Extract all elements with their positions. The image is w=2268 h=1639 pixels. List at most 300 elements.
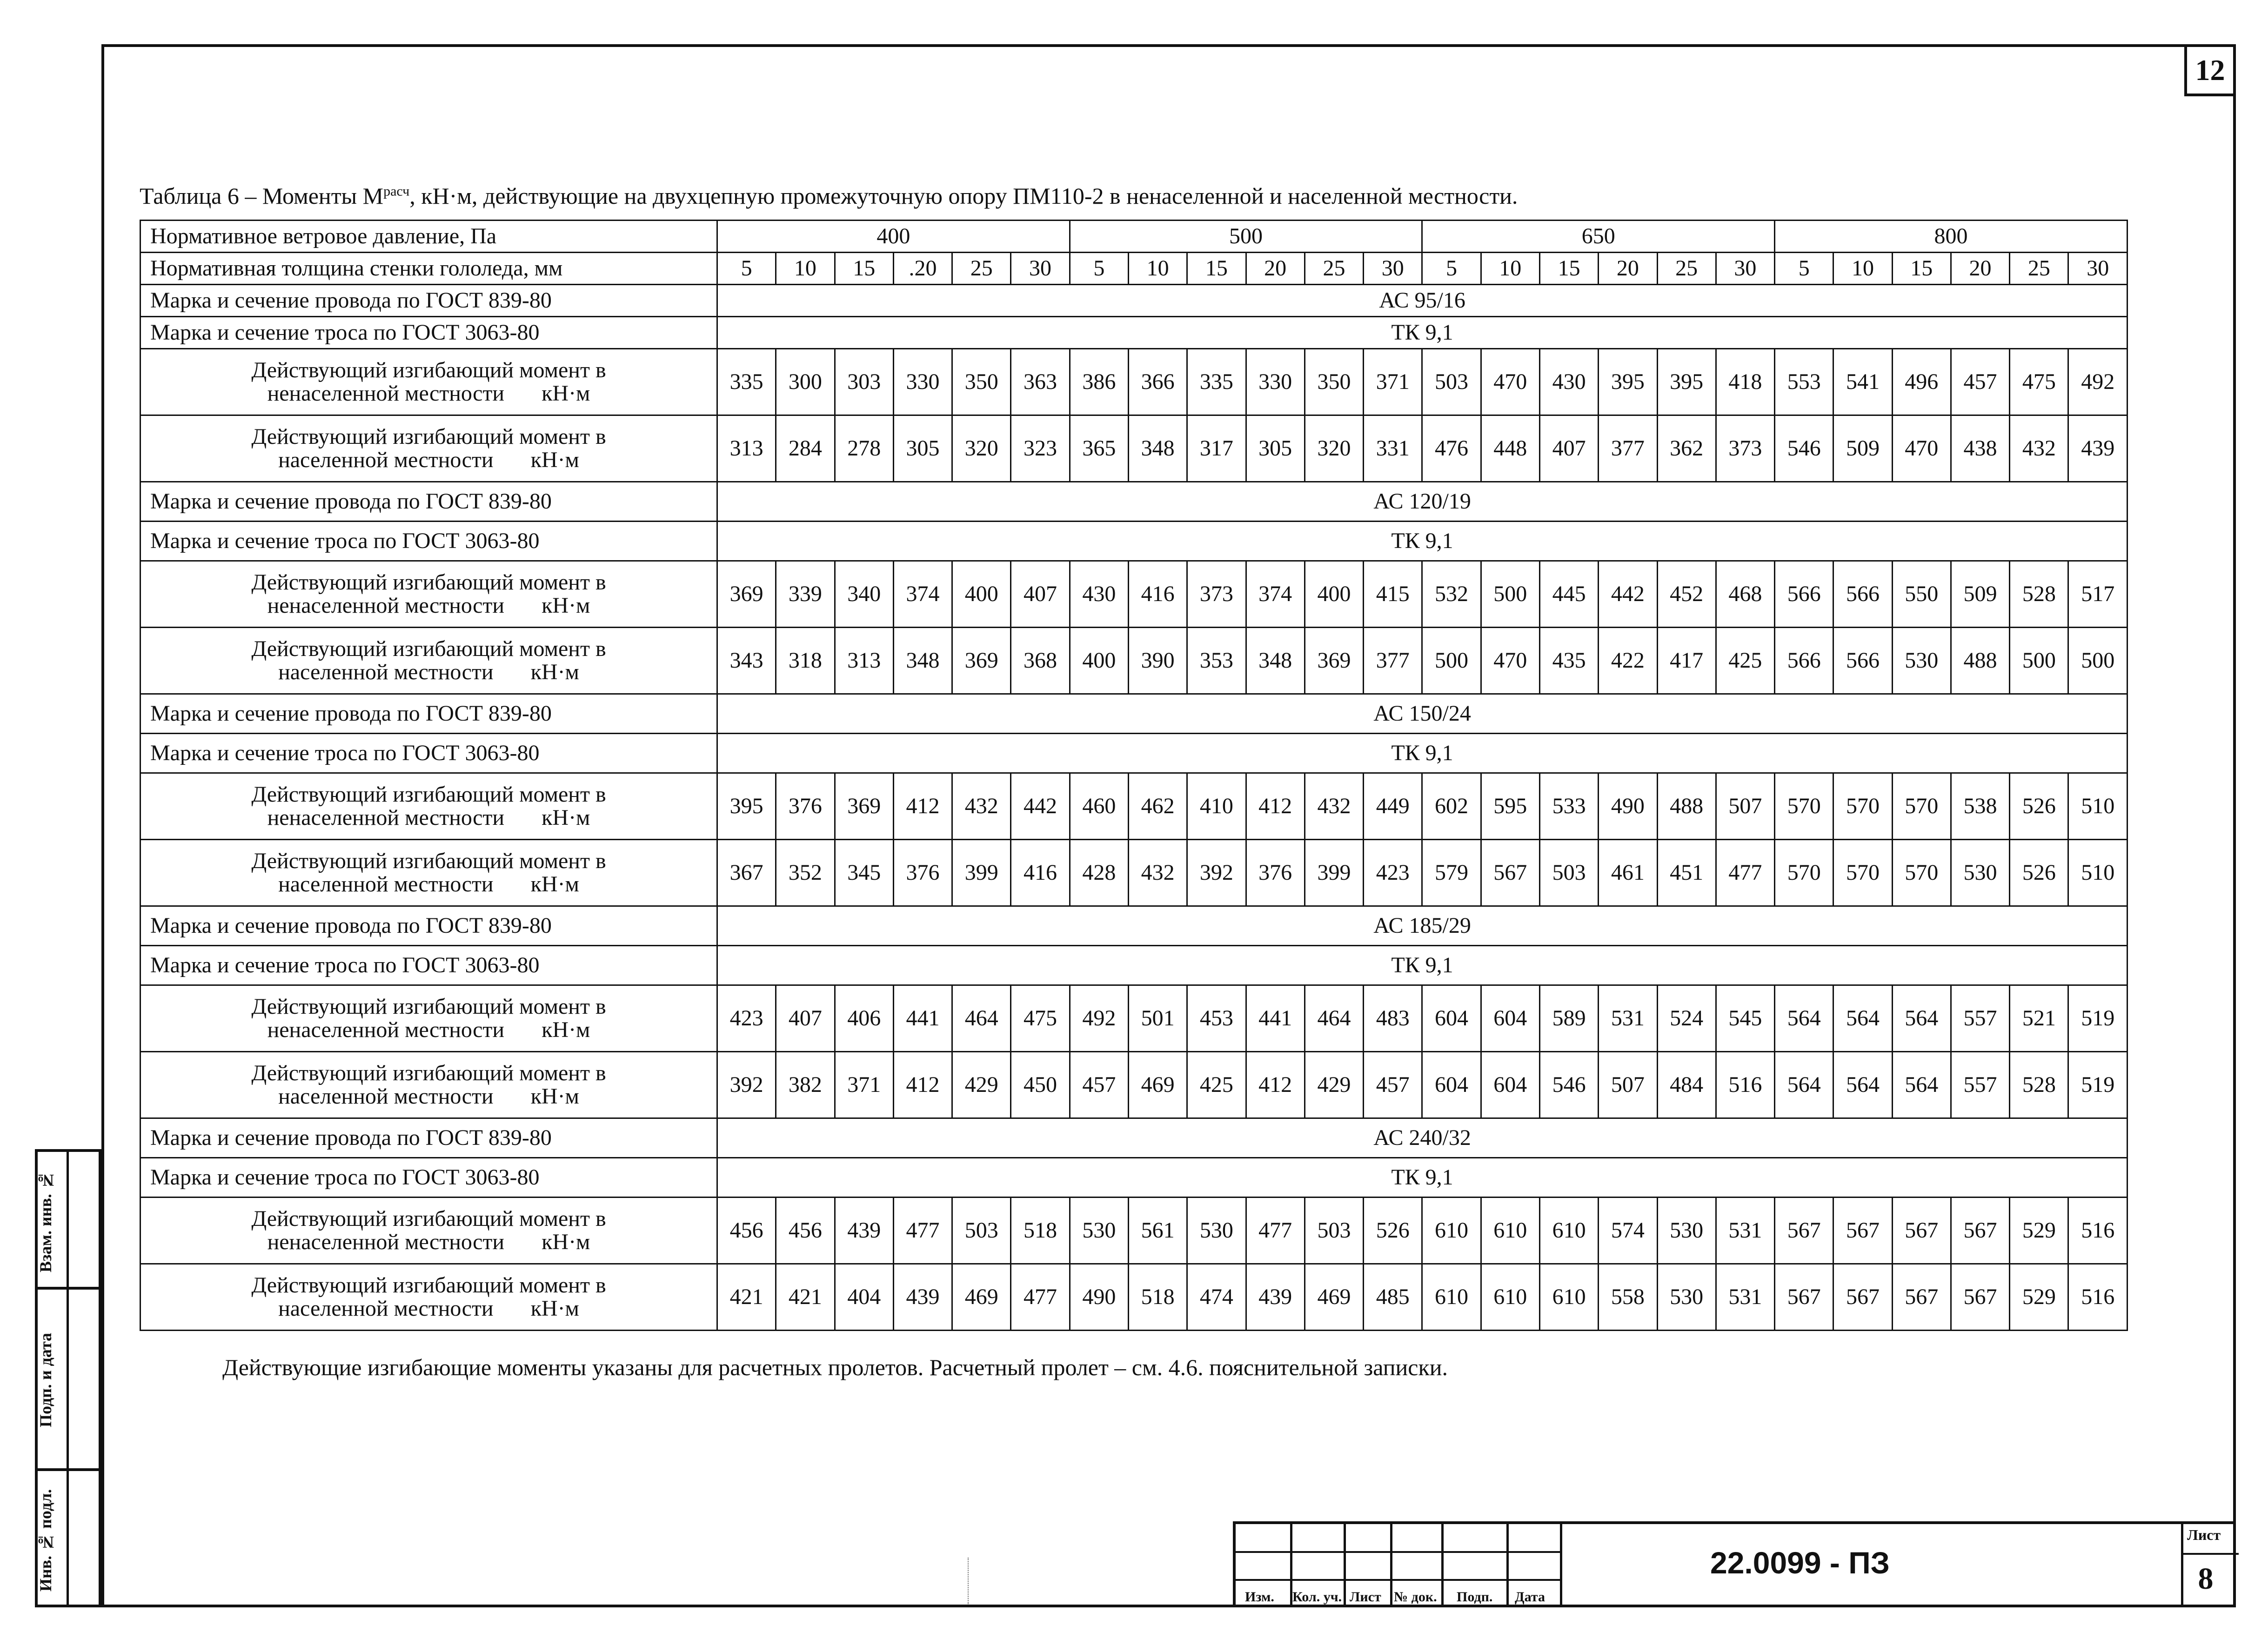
moment-value: 407 [776, 985, 835, 1052]
moment-value: 546 [1775, 415, 1833, 482]
moment-value: 516 [1716, 1052, 1774, 1118]
moment-value: 564 [1892, 985, 1951, 1052]
cable-label: Марка и сечение троса по ГОСТ 3063-80 [140, 522, 717, 561]
moment-value: 503 [1305, 1197, 1363, 1264]
moment-value: 422 [1599, 628, 1657, 694]
moment-value: 483 [1364, 985, 1422, 1052]
caption-superscript: расч [383, 183, 410, 199]
moment-value: 343 [717, 628, 776, 694]
moment-value: 369 [835, 773, 893, 840]
moment-value: 566 [1833, 561, 1892, 628]
ice-thickness-value: 15 [1892, 253, 1951, 285]
moment-label-line1: Действующий изгибающий момент в [251, 782, 606, 807]
moment-value: 490 [1070, 1264, 1128, 1331]
moment-value: 432 [2010, 415, 2068, 482]
ice-thickness-value: 30 [1364, 253, 1422, 285]
moment-value: 541 [1833, 349, 1892, 415]
ice-thickness-value: 20 [1246, 253, 1305, 285]
moment-value: 610 [1422, 1197, 1481, 1264]
moment-value: 390 [1128, 628, 1187, 694]
moment-value: 439 [835, 1197, 893, 1264]
moment-value: 610 [1539, 1264, 1598, 1331]
moment-value: 457 [1070, 1052, 1128, 1118]
moment-value: 423 [1364, 840, 1422, 906]
moment-value: 373 [1187, 561, 1246, 628]
page-number: 12 [2184, 44, 2236, 96]
moment-value: 604 [1422, 1052, 1481, 1118]
moment-value: 330 [893, 349, 952, 415]
moment-value: 519 [2068, 1052, 2128, 1118]
moment-value: 530 [1657, 1264, 1716, 1331]
moment-value: 570 [1892, 840, 1951, 906]
ice-thickness-value: 25 [952, 253, 1011, 285]
sheet-number: 8 [2198, 1562, 2214, 1596]
moment-value: 425 [1187, 1052, 1246, 1118]
moment-label-line1: Действующий изгибающий момент в [251, 636, 606, 661]
moment-value: 432 [1128, 840, 1187, 906]
moment-value: 439 [893, 1264, 952, 1331]
moment-value: 412 [1246, 1052, 1305, 1118]
moment-value: 392 [1187, 840, 1246, 906]
moment-label-line1: Действующий изгибающий момент в [251, 1060, 606, 1085]
moment-value: 406 [835, 985, 893, 1052]
cable-grade: ТК 9,1 [717, 317, 2128, 349]
moment-value: 317 [1187, 415, 1246, 482]
title-block [1233, 1521, 2236, 1607]
moment-value: 507 [1716, 773, 1774, 840]
moment-label-line1: Действующий изгибающий момент в [251, 994, 606, 1019]
side-stamp-line [38, 1287, 99, 1290]
moment-value: 416 [1011, 840, 1070, 906]
moment-value: 382 [776, 1052, 835, 1118]
moment-value: 461 [1599, 840, 1657, 906]
moment-populated-label [140, 628, 717, 694]
moment-value: 610 [1539, 1197, 1598, 1264]
moment-value: 570 [1833, 773, 1892, 840]
moment-value: 404 [835, 1264, 893, 1331]
moment-value: 604 [1422, 985, 1481, 1052]
moment-value: 524 [1657, 985, 1716, 1052]
moment-populated-label [140, 1052, 717, 1118]
wind-pressure-label: Нормативное ветровое давление, Па [140, 221, 717, 253]
ice-thickness-value: 20 [1951, 253, 2009, 285]
moment-unit: кН·м [542, 381, 590, 406]
cable-grade: ТК 9,1 [717, 1158, 2128, 1197]
moment-value: 567 [1951, 1264, 2009, 1331]
moment-value: 492 [1070, 985, 1128, 1052]
moment-value: 564 [1775, 985, 1833, 1052]
wire-grade: АС 95/16 [717, 285, 2128, 317]
moment-value: 369 [1305, 628, 1363, 694]
document-code: 22.0099 - ПЗ [1710, 1545, 1890, 1580]
moment-value: 438 [1951, 415, 2009, 482]
ice-thickness-value: 25 [1657, 253, 1716, 285]
moment-value: 484 [1657, 1052, 1716, 1118]
cable-grade: ТК 9,1 [717, 946, 2128, 985]
cable-label: Марка и сечение троса по ГОСТ 3063-80 [140, 317, 717, 349]
moment-value: 528 [2010, 1052, 2068, 1118]
moment-value: 377 [1364, 628, 1422, 694]
moment-value: 395 [1657, 349, 1716, 415]
moment-value: 412 [893, 1052, 952, 1118]
moment-value: 485 [1364, 1264, 1422, 1331]
ice-thickness-value: 30 [2068, 253, 2128, 285]
moment-value: 412 [893, 773, 952, 840]
moment-value: 335 [1187, 349, 1246, 415]
ice-thickness-value: 25 [1305, 253, 1363, 285]
moment-value: 533 [1539, 773, 1598, 840]
moment-value: 469 [952, 1264, 1011, 1331]
moment-value: 553 [1775, 349, 1833, 415]
moment-value: 451 [1657, 840, 1716, 906]
moment-value: 374 [1246, 561, 1305, 628]
moment-value: 400 [1070, 628, 1128, 694]
moment-value: 476 [1422, 415, 1481, 482]
moment-value: 376 [1246, 840, 1305, 906]
moment-value: 477 [893, 1197, 952, 1264]
moment-value: 570 [1833, 840, 1892, 906]
moment-value: 500 [2010, 628, 2068, 694]
moment-value: 610 [1481, 1264, 1539, 1331]
moment-unpopulated-label [140, 985, 717, 1052]
moment-value: 517 [2068, 561, 2128, 628]
ice-thickness-value: 5 [1070, 253, 1128, 285]
moment-label-line2: населенной местности [278, 1296, 494, 1321]
moment-value: 602 [1422, 773, 1481, 840]
moment-populated-label [140, 1264, 717, 1331]
wind-pressure-value: 500 [1070, 221, 1422, 253]
moment-value: 589 [1539, 985, 1598, 1052]
moment-value: 330 [1246, 349, 1305, 415]
moment-value: 318 [776, 628, 835, 694]
moment-value: 566 [1833, 628, 1892, 694]
moment-value: 545 [1716, 985, 1774, 1052]
moment-value: 500 [2068, 628, 2128, 694]
moment-value: 530 [1070, 1197, 1128, 1264]
moment-label-line2: ненаселенной местности [267, 593, 505, 618]
moment-value: 416 [1128, 561, 1187, 628]
ice-thickness-value: 20 [1599, 253, 1657, 285]
moment-value: 492 [2068, 349, 2128, 415]
moment-label-line1: Действующий изгибающий момент в [251, 569, 606, 595]
moment-unit: кН·м [530, 1084, 579, 1109]
moment-value: 566 [1775, 561, 1833, 628]
moment-value: 507 [1599, 1052, 1657, 1118]
moment-value: 353 [1187, 628, 1246, 694]
moment-value: 510 [2068, 840, 2128, 906]
moment-value: 530 [1657, 1197, 1716, 1264]
moment-value: 376 [893, 840, 952, 906]
moments-table [140, 220, 2128, 1331]
moment-label-line2: населенной местности [278, 872, 494, 896]
moment-value: 435 [1539, 628, 1598, 694]
ice-thickness-value: 5 [1775, 253, 1833, 285]
ice-thickness-value: 25 [2010, 253, 2068, 285]
cable-grade: ТК 9,1 [717, 522, 2128, 561]
moment-value: 477 [1246, 1197, 1305, 1264]
moment-value: 331 [1364, 415, 1422, 482]
wire-grade: АС 150/24 [717, 694, 2128, 734]
ice-thickness-value: 10 [776, 253, 835, 285]
moment-value: 470 [1481, 349, 1539, 415]
moment-unit: кН·м [530, 1296, 579, 1321]
moment-value: 350 [952, 349, 1011, 415]
moment-value: 371 [1364, 349, 1422, 415]
ice-thickness-value: 5 [717, 253, 776, 285]
cable-label: Марка и сечение троса по ГОСТ 3063-80 [140, 734, 717, 773]
title-col-date: Дата [1515, 1589, 1545, 1605]
moment-value: 430 [1539, 349, 1598, 415]
moment-value: 457 [1364, 1052, 1422, 1118]
ice-thickness-value: 15 [835, 253, 893, 285]
moment-value: 439 [2068, 415, 2128, 482]
moment-value: 567 [1951, 1197, 2009, 1264]
side-stamp [35, 1149, 101, 1607]
moment-value: 367 [717, 840, 776, 906]
moment-value: 530 [1187, 1197, 1246, 1264]
wire-label: Марка и сечение провода по ГОСТ 839-80 [140, 906, 717, 946]
moment-value: 421 [776, 1264, 835, 1331]
moment-value: 457 [1951, 349, 2009, 415]
moment-value: 392 [717, 1052, 776, 1118]
moment-value: 452 [1657, 561, 1716, 628]
moment-label-line2: ненаселенной местности [267, 381, 505, 406]
fold-line [968, 1558, 969, 1604]
moment-value: 604 [1481, 985, 1539, 1052]
ice-thickness-value: 10 [1481, 253, 1539, 285]
moment-value: 339 [776, 561, 835, 628]
moment-value: 450 [1011, 1052, 1070, 1118]
moment-value: 531 [1599, 985, 1657, 1052]
wire-grade: АС 185/29 [717, 906, 2128, 946]
ice-thickness-value: 30 [1716, 253, 1774, 285]
wire-label: Марка и сечение провода по ГОСТ 839-80 [140, 482, 717, 522]
moment-label-line1: Действующий изгибающий момент в [251, 848, 606, 873]
moment-value: 538 [1951, 773, 2009, 840]
moment-value: 574 [1599, 1197, 1657, 1264]
moment-value: 456 [717, 1197, 776, 1264]
moment-value: 518 [1128, 1264, 1187, 1331]
moment-value: 496 [1892, 349, 1951, 415]
moment-value: 442 [1011, 773, 1070, 840]
moment-value: 407 [1011, 561, 1070, 628]
moment-value: 477 [1716, 840, 1774, 906]
moment-populated-label [140, 840, 717, 906]
moment-value: 526 [1364, 1197, 1422, 1264]
moment-value: 468 [1716, 561, 1774, 628]
side-label-replace-inv: Взам. инв. № [36, 1171, 55, 1272]
moment-populated-label [140, 415, 717, 482]
moment-value: 407 [1539, 415, 1598, 482]
moment-value: 503 [1539, 840, 1598, 906]
moment-value: 531 [1716, 1197, 1774, 1264]
moment-label-line1: Действующий изгибающий момент в [251, 357, 606, 382]
moment-value: 503 [1422, 349, 1481, 415]
moment-value: 475 [2010, 349, 2068, 415]
moment-value: 362 [1657, 415, 1716, 482]
moment-value: 564 [1833, 1052, 1892, 1118]
moment-value: 340 [835, 561, 893, 628]
title-col-sign: Подп. [1457, 1589, 1493, 1605]
moment-value: 570 [1892, 773, 1951, 840]
moment-unit: кН·м [530, 660, 579, 684]
moment-value: 400 [952, 561, 1011, 628]
moment-value: 348 [1246, 628, 1305, 694]
wire-label: Марка и сечение провода по ГОСТ 839-80 [140, 694, 717, 734]
moment-label-line1: Действующий изгибающий момент в [251, 1206, 606, 1231]
moment-value: 570 [1775, 840, 1833, 906]
moment-value: 516 [2068, 1197, 2128, 1264]
moment-value: 564 [1892, 1052, 1951, 1118]
moment-value: 449 [1364, 773, 1422, 840]
moment-value: 371 [835, 1052, 893, 1118]
moment-label-line1: Действующий изгибающий момент в [251, 1272, 606, 1298]
moment-value: 500 [1422, 628, 1481, 694]
moment-value: 564 [1833, 985, 1892, 1052]
moment-value: 442 [1599, 561, 1657, 628]
title-col-doc: № док. [1394, 1589, 1437, 1605]
moment-value: 557 [1951, 985, 2009, 1052]
side-label-sign-date: Подп. и дата [36, 1332, 55, 1427]
moment-value: 526 [2010, 840, 2068, 906]
moment-value: 352 [776, 840, 835, 906]
moment-value: 368 [1011, 628, 1070, 694]
moment-unit: кН·м [542, 1230, 590, 1254]
moment-label-line2: населенной местности [278, 1084, 494, 1109]
moment-value: 610 [1422, 1264, 1481, 1331]
moment-value: 469 [1305, 1264, 1363, 1331]
moment-value: 567 [1892, 1264, 1951, 1331]
moment-value: 395 [717, 773, 776, 840]
moment-value: 386 [1070, 349, 1128, 415]
ice-thickness-value: .20 [893, 253, 952, 285]
wire-grade: АС 240/32 [717, 1118, 2128, 1158]
moment-value: 284 [776, 415, 835, 482]
moment-unpopulated-label [140, 773, 717, 840]
moment-value: 546 [1539, 1052, 1598, 1118]
moment-value: 448 [1481, 415, 1539, 482]
caption-suffix: , кН·м, действующие на двухцепную промежуточную опору ПМ110-2 в ненаселенной и населенной местности. [409, 183, 1518, 209]
wire-label: Марка и сечение провода по ГОСТ 839-80 [140, 1118, 717, 1158]
moment-value: 400 [1305, 561, 1363, 628]
moment-value: 488 [1657, 773, 1716, 840]
moment-value: 305 [1246, 415, 1305, 482]
title-col-change: Изм. [1245, 1589, 1274, 1605]
moment-value: 488 [1951, 628, 2009, 694]
moment-value: 532 [1422, 561, 1481, 628]
moment-value: 529 [2010, 1197, 2068, 1264]
moment-value: 530 [1951, 840, 2009, 906]
moment-value: 376 [776, 773, 835, 840]
moment-value: 550 [1892, 561, 1951, 628]
side-stamp-line [38, 1468, 99, 1471]
moment-value: 323 [1011, 415, 1070, 482]
wind-pressure-value: 650 [1422, 221, 1775, 253]
moment-value: 300 [776, 349, 835, 415]
moment-value: 529 [2010, 1264, 2068, 1331]
moment-unpopulated-label [140, 1197, 717, 1264]
moment-value: 374 [893, 561, 952, 628]
moment-value: 521 [2010, 985, 2068, 1052]
moment-value: 566 [1775, 628, 1833, 694]
moment-value: 430 [1070, 561, 1128, 628]
moment-label-line2: населенной местности [278, 448, 494, 472]
moment-value: 348 [893, 628, 952, 694]
moment-value: 432 [952, 773, 1011, 840]
ice-thickness-value: 15 [1539, 253, 1598, 285]
moment-value: 350 [1305, 349, 1363, 415]
moment-value: 429 [952, 1052, 1011, 1118]
moment-label-line2: ненаселенной местности [267, 1017, 505, 1042]
moment-value: 526 [2010, 773, 2068, 840]
moment-value: 477 [1011, 1264, 1070, 1331]
moment-unit: кН·м [542, 805, 590, 830]
ice-thickness-label: Нормативная толщина стенки гололеда, мм [140, 253, 717, 285]
moment-value: 335 [717, 349, 776, 415]
moment-value: 412 [1246, 773, 1305, 840]
moment-value: 373 [1716, 415, 1774, 482]
wire-grade: АС 120/19 [717, 482, 2128, 522]
moment-value: 410 [1187, 773, 1246, 840]
moment-unpopulated-label [140, 349, 717, 415]
moment-unit: кН·м [530, 872, 579, 896]
moment-unit: кН·м [530, 448, 579, 472]
moment-value: 557 [1951, 1052, 2009, 1118]
wind-pressure-value: 800 [1775, 221, 2128, 253]
moment-value: 369 [952, 628, 1011, 694]
moment-value: 313 [835, 628, 893, 694]
moment-value: 567 [1833, 1264, 1892, 1331]
moment-value: 377 [1599, 415, 1657, 482]
moment-value: 567 [1833, 1197, 1892, 1264]
moment-value: 456 [776, 1197, 835, 1264]
moment-value: 313 [717, 415, 776, 482]
sheet-label: Лист [2187, 1526, 2221, 1543]
moment-value: 278 [835, 415, 893, 482]
moment-value: 399 [952, 840, 1011, 906]
moment-value: 567 [1775, 1197, 1833, 1264]
ice-thickness-value: 10 [1833, 253, 1892, 285]
moment-value: 519 [2068, 985, 2128, 1052]
moment-value: 320 [1305, 415, 1363, 482]
moment-value: 561 [1128, 1197, 1187, 1264]
moment-value: 475 [1011, 985, 1070, 1052]
moment-label-line1: Действующий изгибающий момент в [251, 424, 606, 449]
ice-thickness-value: 15 [1187, 253, 1246, 285]
moment-value: 490 [1599, 773, 1657, 840]
moment-value: 518 [1011, 1197, 1070, 1264]
wind-pressure-value: 400 [717, 221, 1070, 253]
moment-value: 464 [1305, 985, 1363, 1052]
cable-label: Марка и сечение троса по ГОСТ 3063-80 [140, 1158, 717, 1197]
moment-value: 305 [893, 415, 952, 482]
cable-grade: ТК 9,1 [717, 734, 2128, 773]
moment-value: 425 [1716, 628, 1774, 694]
moment-value: 595 [1481, 773, 1539, 840]
moment-value: 530 [1892, 628, 1951, 694]
moment-value: 564 [1775, 1052, 1833, 1118]
moment-value: 369 [717, 561, 776, 628]
moment-value: 509 [1833, 415, 1892, 482]
moment-value: 470 [1892, 415, 1951, 482]
moment-value: 516 [2068, 1264, 2128, 1331]
moment-value: 462 [1128, 773, 1187, 840]
moment-value: 567 [1775, 1264, 1833, 1331]
title-col-sheet: Лист [1350, 1589, 1381, 1605]
moment-value: 366 [1128, 349, 1187, 415]
cable-label: Марка и сечение троса по ГОСТ 3063-80 [140, 946, 717, 985]
caption-prefix: Таблица 6 – Моменты M [140, 183, 384, 209]
